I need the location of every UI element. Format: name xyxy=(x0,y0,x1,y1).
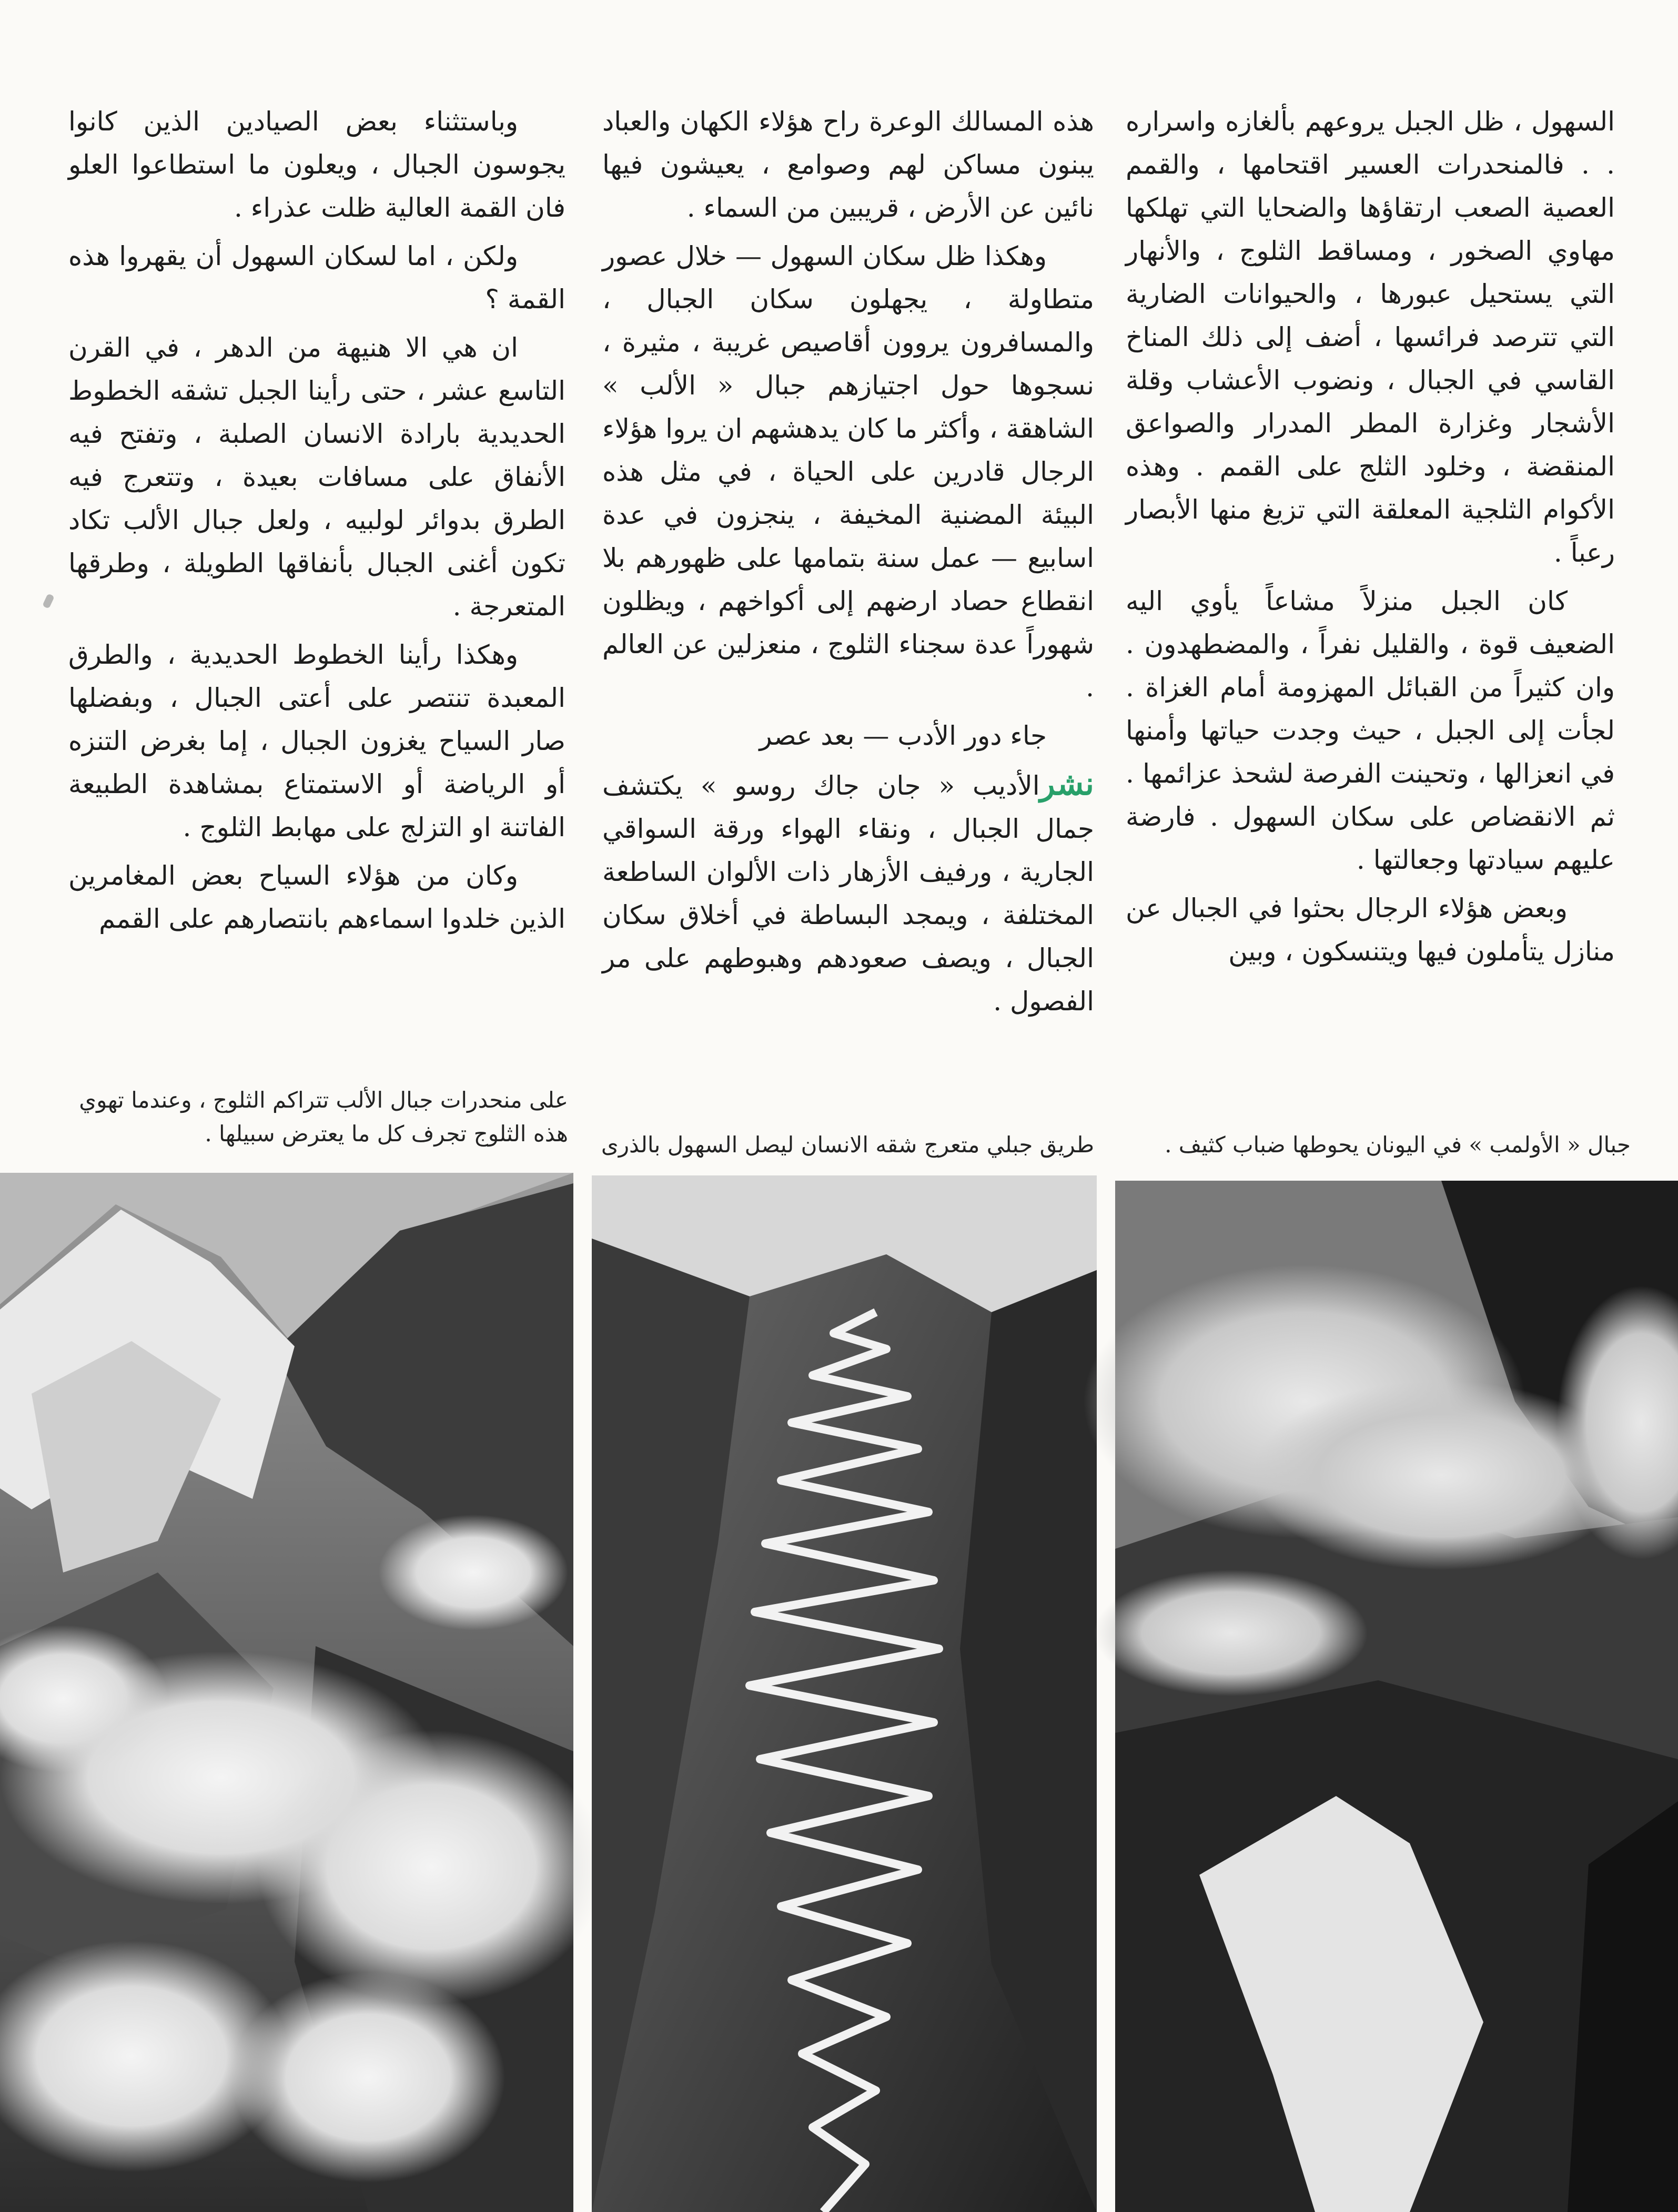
paragraph: وباستثناء بعض الصيادين الذين كانوا يجوسون الجبال ، ويعلون ما استطاعوا العلو فان القمة العالية ظلت عذراء . xyxy=(68,106,565,223)
paragraph: كان الجبل منزلاً مشاعاً يأوي اليه الضعيف قوة ، والقليل نفراً ، والمضطهدون . وان كثيراً من القبائل المهزومة أمام الغزاة . لجأت إلى الجبل ، حيث وجدت حياتها وأمنها في انعزالها ، وتحينت الفرصة لشحذ عزائمها . ثم الانقضاص على سكان السهول . فارضة عليهم سيادتها وجعالتها . xyxy=(1126,586,1615,875)
text-column-left xyxy=(68,100,565,973)
dropcap: نشر xyxy=(1039,766,1094,803)
paragraph: جاء دور الأدب — بعد عصر xyxy=(759,721,1047,751)
paragraph: وكان من هؤلاء السياح بعض المغامرين الذين خلدوا اسماءهم بانتصارهم على القمم xyxy=(68,860,565,934)
paragraph: ولكن ، اما لسكان السهول أن يقهروا هذه القمة ؟ xyxy=(68,241,565,314)
print-smudge xyxy=(42,593,55,608)
text-column-middle xyxy=(602,100,1094,1017)
paragraph: وهكذا ظل سكان السهول — خلال عصور متطاولة ، يجهلون سكان الجبال ، والمسافرون يروون أقاصيص غريبة ، مثيرة ، نسجوها حول اجتيازهم جبال « الألب » الشاهقة ، وأكثر ما كان يدهشهم ان يروا هؤلاء الرجال قادرين على الحياة ، في مثل هذه البيئة المضنية المخيفة ، ينجزون في عدة اسابيع — عمل سنة بتمامها على ظهورهم بلا انقطاع حصاد ارضهم إلى أكواخهم ، ويظلون شهوراً عدة سجناء الثلوج ، منعزلين عن العالم . xyxy=(602,241,1094,703)
alps-snow-photo xyxy=(0,1173,573,2212)
paragraph-with-dropcap xyxy=(602,763,1094,1023)
olympus-fog-photo xyxy=(1115,1181,1678,2212)
winding-mountain-road-photo xyxy=(592,1175,1097,2212)
paragraph: هذه المسالك الوعرة راح هؤلاء الكهان والعباد يبنون مساكن لهم وصوامع ، يعيشون فيها نائين عن الأرض ، قريبين من السماء . xyxy=(602,106,1094,223)
caption-winding-road: طريق جبلي متعرج شقه الانسان ليصل السهول بالذرى xyxy=(601,1132,1094,1158)
paragraph: السهول ، ظل الجبل يروعهم بألغازه واسراره . . فالمنحدرات العسير اقتحامها ، والقمم العصية الصعب ارتقاؤها والضحايا التي تهلكها مهاوي الصخور ، ومساقط الثلوج ، والأنهار التي يستحيل عبورها ، والحيوانات الضارية التي تترصد فرائسها ، أضف إلى ذلك المناخ القاسي في الجبال ، ونضوب الأعشاب وقلة الأشجار وغزارة المطر المدرار والصواعق المنقضة ، وخلود الثلج على القمم . وهذه الأكوام الثلجية المعلقة التي تزيغ منها الأبصار رعباً . xyxy=(1126,106,1615,568)
paragraph-text: الأديب « جان جاك روسو » يكتشف جمال الجبال ، ونقاء الهواء ورقة السواقي الجارية ، ورفيف الأزهار ذات الألوان الساطعة المختلفة ، ويمجد البساطة في أخلاق سكان الجبال ، ويصف صعودهم وهبوطهم على مر الفصول . xyxy=(602,770,1094,1017)
paragraph: وبعض هؤلاء الرجال بحثوا في الجبال عن منازل يتأملون فيها ويتنسكون ، وبين xyxy=(1126,893,1615,967)
caption-olympus: جبال « الأولمب » في اليونان يحوطها ضباب كثيف . xyxy=(1165,1132,1631,1158)
caption-alps-avalanche: على منحدرات جبال الألب تتراكم الثلوج ، وعندما تهوي هذه الثلوج تجرف كل ما يعترض سبيلها . xyxy=(79,1087,568,1146)
text-column-right xyxy=(1126,100,1615,973)
paragraph: وهكذا رأينا الخطوط الحديدية ، والطرق المعبدة تنتصر على أعتى الجبال ، وبفضلها صار السياح يغزون الجبال ، إما بغرض التنزه أو الرياضة أو الاستمتاع بمشاهدة الطبيعة الفاتنة او التزلج على مهابط الثلوج . xyxy=(68,640,565,843)
paragraph: ان هي الا هنيهة من الدهر ، في القرن التاسع عشر ، حتى رأينا الجبل تشقه الخطوط الحديدية بارادة الانسان الصلبة ، وتفتح فيه الأنفاق على مسافات بعيدة ، وتتعرج فيه الطرق بدوائر لولبيه ، ولعل جبال الألب تكاد تكون أغنى الجبال بأنفاقها الطويلة ، وطرقها المتعرجة . xyxy=(68,332,565,622)
